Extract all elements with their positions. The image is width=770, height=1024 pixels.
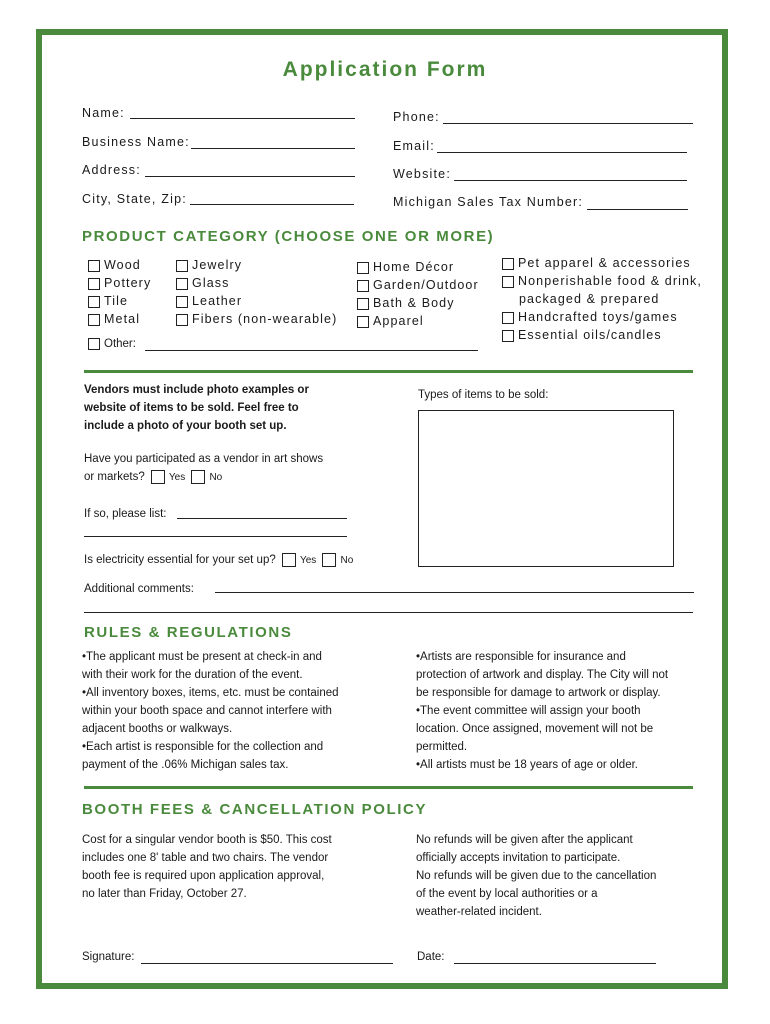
rule-line: protection of artwork and display. The City will not (416, 669, 669, 681)
email-label: Email: (393, 139, 435, 153)
rules-right-column (416, 648, 668, 774)
fee-line: includes one 8' table and two chairs. The vendor (82, 852, 329, 864)
rules-heading: RULES & REGULATIONS (84, 624, 293, 641)
photo-note-3: include a photo of your booth set up. (84, 420, 287, 432)
participated-question-1: Have you participated as a vendor in art shows (84, 453, 324, 465)
rule-line: adjacent booths or walkways. (82, 723, 233, 735)
checkbox-glass[interactable]: Glass (176, 274, 337, 292)
nonperishable-food-continuation: packaged & prepared (519, 292, 660, 306)
checkbox-leather[interactable]: Leather (176, 292, 337, 310)
rule-line: •Artists are responsible for insurance and (416, 651, 626, 663)
business-name-label: Business Name: (82, 135, 190, 149)
checkbox-apparel[interactable]: Apparel (357, 312, 479, 330)
phone-input[interactable] (443, 123, 693, 124)
business-name-input[interactable] (191, 148, 355, 149)
photo-note-1: Vendors must include photo examples or (84, 384, 309, 396)
if-so-input-line-1[interactable] (177, 518, 347, 519)
section-divider (84, 370, 693, 373)
checkbox-home-decor[interactable]: Home Décor (357, 258, 479, 276)
rule-line: •The applicant must be present at check-in and (82, 651, 322, 663)
name-label: Name: (82, 106, 125, 120)
checkbox-handcrafted-toys[interactable]: Handcrafted toys/games (502, 308, 702, 326)
checkbox-icon[interactable] (357, 262, 369, 274)
checkbox-metal[interactable]: Metal (88, 310, 151, 328)
signature-input[interactable] (141, 963, 393, 964)
category-col-4 (502, 254, 702, 344)
rule-line: within your booth space and cannot interfere with (82, 705, 332, 717)
checkbox-icon[interactable] (357, 280, 369, 292)
participated-yes-checkbox[interactable] (151, 470, 165, 484)
fee-line: No refunds will be given due to the cancellation (416, 870, 657, 882)
checkbox-wood[interactable]: Wood (88, 256, 151, 274)
no-label: No (209, 472, 223, 483)
category-col-3 (357, 258, 479, 330)
checkbox-icon[interactable] (502, 330, 514, 342)
checkbox-icon[interactable] (502, 276, 514, 288)
rule-line: •All artists must be 18 years of age or older. (416, 759, 638, 771)
signature-label: Signature: (82, 951, 135, 963)
checkbox-icon[interactable] (88, 296, 100, 308)
city-state-zip-input[interactable] (190, 204, 354, 205)
checkbox-icon[interactable] (88, 314, 100, 326)
checkbox-garden-outdoor[interactable]: Garden/Outdoor (357, 276, 479, 294)
no-label: No (340, 555, 354, 566)
additional-comments-label: Additional comments: (84, 583, 194, 595)
rules-left-column (82, 648, 339, 774)
fee-line: no later than Friday, October 27. (82, 888, 247, 900)
checkbox-icon[interactable] (502, 258, 514, 270)
fees-right-column (416, 831, 656, 921)
participated-no-checkbox[interactable] (191, 470, 205, 484)
fees-heading: BOOTH FEES & CANCELLATION POLICY (82, 801, 428, 818)
additional-comments-input-line-1[interactable] (215, 592, 694, 593)
checkbox-icon[interactable] (502, 312, 514, 324)
photo-note-2: website of items to be sold. Feel free to (84, 402, 299, 414)
if-so-input-line-2[interactable] (84, 536, 347, 537)
checkbox-pottery[interactable]: Pottery (88, 274, 151, 292)
tax-number-input[interactable] (587, 209, 688, 210)
checkbox-icon[interactable] (176, 278, 188, 290)
fee-line: weather-related incident. (416, 906, 542, 918)
rule-line: permitted. (416, 741, 468, 753)
category-col-1 (88, 256, 151, 328)
fees-left-column (82, 831, 332, 903)
rule-line: with their work for the duration of the event. (82, 669, 303, 681)
checkbox-tile[interactable]: Tile (88, 292, 151, 310)
if-so-label: If so, please list: (84, 508, 167, 520)
yes-label: Yes (168, 472, 186, 483)
rule-line: •Each artist is responsible for the collection and (82, 741, 324, 753)
date-input[interactable] (454, 963, 656, 964)
participated-question-2: or markets? Yes No (84, 471, 223, 483)
fee-line: Cost for a singular vendor booth is $50. This cost (82, 834, 332, 846)
rule-line: location. Once assigned, movement will not be (416, 723, 654, 735)
rule-line: •All inventory boxes, items, etc. must be contained (82, 687, 339, 699)
checkbox-icon[interactable] (88, 260, 100, 272)
address-input[interactable] (145, 176, 355, 177)
checkbox-icon[interactable] (357, 316, 369, 328)
checkbox-other[interactable]: Other: (88, 338, 136, 350)
checkbox-icon[interactable] (176, 260, 188, 272)
checkbox-icon[interactable] (88, 278, 100, 290)
other-input[interactable] (145, 350, 478, 351)
checkbox-icon[interactable] (357, 298, 369, 310)
rule-line: payment of the .06% Michigan sales tax. (82, 759, 289, 771)
phone-label: Phone: (393, 110, 440, 124)
checkbox-pet-apparel[interactable]: Pet apparel & accessories (502, 254, 702, 272)
items-label: Types of items to be sold: (418, 389, 549, 401)
rule-line: be responsible for damage to artwork or display. (416, 687, 661, 699)
address-label: Address: (82, 163, 141, 177)
checkbox-icon[interactable] (176, 296, 188, 308)
electricity-question: Is electricity essential for your set up? Yes No (84, 554, 354, 566)
tax-number-label: Michigan Sales Tax Number: (393, 195, 584, 209)
fee-line: No refunds will be given after the applicant (416, 834, 633, 846)
electricity-yes-checkbox[interactable] (282, 553, 296, 567)
checkbox-fibers[interactable]: Fibers (non-wearable) (176, 310, 337, 328)
name-input[interactable] (130, 118, 355, 119)
additional-comments-input-line-2[interactable] (84, 612, 693, 613)
fee-line: booth fee is required upon application approval, (82, 870, 325, 882)
checkbox-icon[interactable] (88, 338, 100, 350)
electricity-no-checkbox[interactable] (322, 553, 336, 567)
category-col-2 (176, 256, 337, 328)
email-input[interactable] (437, 152, 687, 153)
section-divider (84, 786, 693, 789)
website-input[interactable] (454, 180, 687, 181)
items-text-box[interactable] (418, 410, 674, 567)
checkbox-jewelry[interactable]: Jewelry (176, 256, 337, 274)
fee-line: of the event by local authorities or a (416, 888, 598, 900)
checkbox-nonperishable-food[interactable]: Nonperishable food & drink, (502, 272, 702, 290)
date-label: Date: (417, 951, 445, 963)
checkbox-bath-body[interactable]: Bath & Body (357, 294, 479, 312)
rule-line: •The event committee will assign your booth (416, 705, 641, 717)
city-state-zip-label: City, State, Zip: (82, 192, 187, 206)
yes-label: Yes (299, 555, 317, 566)
product-category-heading: PRODUCT CATEGORY (CHOOSE ONE OR MORE) (82, 228, 495, 245)
checkbox-icon[interactable] (176, 314, 188, 326)
form-title: Application Form (282, 58, 488, 81)
website-label: Website: (393, 167, 452, 181)
fee-line: officially accepts invitation to participate. (416, 852, 621, 864)
checkbox-essential-oils[interactable]: Essential oils/candles (502, 326, 702, 344)
